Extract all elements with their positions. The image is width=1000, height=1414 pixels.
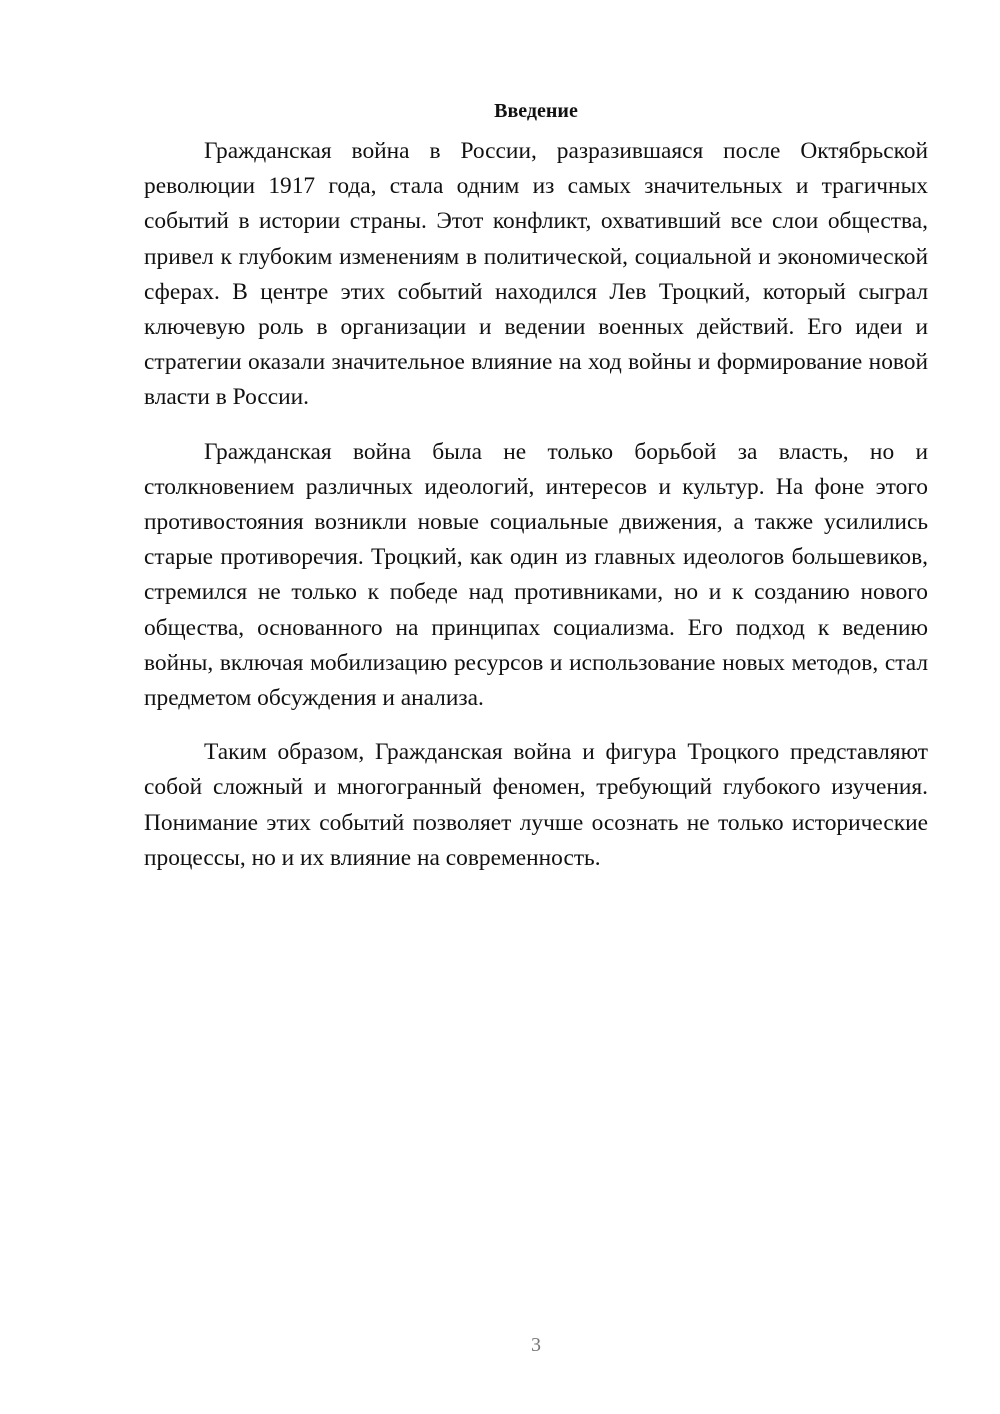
- page-number: 3: [531, 1334, 541, 1356]
- paragraph-3: Таким образом, Гражданская война и фигура Троцкого представляют собой сложный и многогранный феномен, требующий глубокого изучения. Понимание этих событий позволяет лучше осознать не только исторические процессы, но и их влияние на современность.: [144, 739, 928, 871]
- paragraph-1: Гражданская война в России, разразившаяся после Октябрьской революции 1917 года, стала одним из самых значительных и трагичных событий в истории страны. Этот конфликт, охвативший все слои общества, привел к глубоким изменениям в политической, социальной и экономической сферах. В центре этих событий находился Лев Троцкий, который сыграл ключевую роль в организации и ведении военных действий. Его идеи и стратегии оказали значительное влияние на ход войны и формирование новой власти в России.: [144, 138, 928, 411]
- section-heading: Введение: [494, 100, 578, 122]
- paragraph-2: Гражданская война была не только борьбой за власть, но и столкновением различных идеологий, интересов и культур. На фоне этого противостояния возникли новые социальные движения, а также усилились старые противоречия. Троцкий, как один из главных идеологов большевиков, стремился не только к победе над противниками, но и к созданию нового общества, основанного на принципах социализма. Его подход к ведению войны, включая мобилизацию ресурсов и использование новых методов, стал предметом обсуждения и анализа.: [144, 438, 928, 712]
- page-content: [144, 96, 928, 895]
